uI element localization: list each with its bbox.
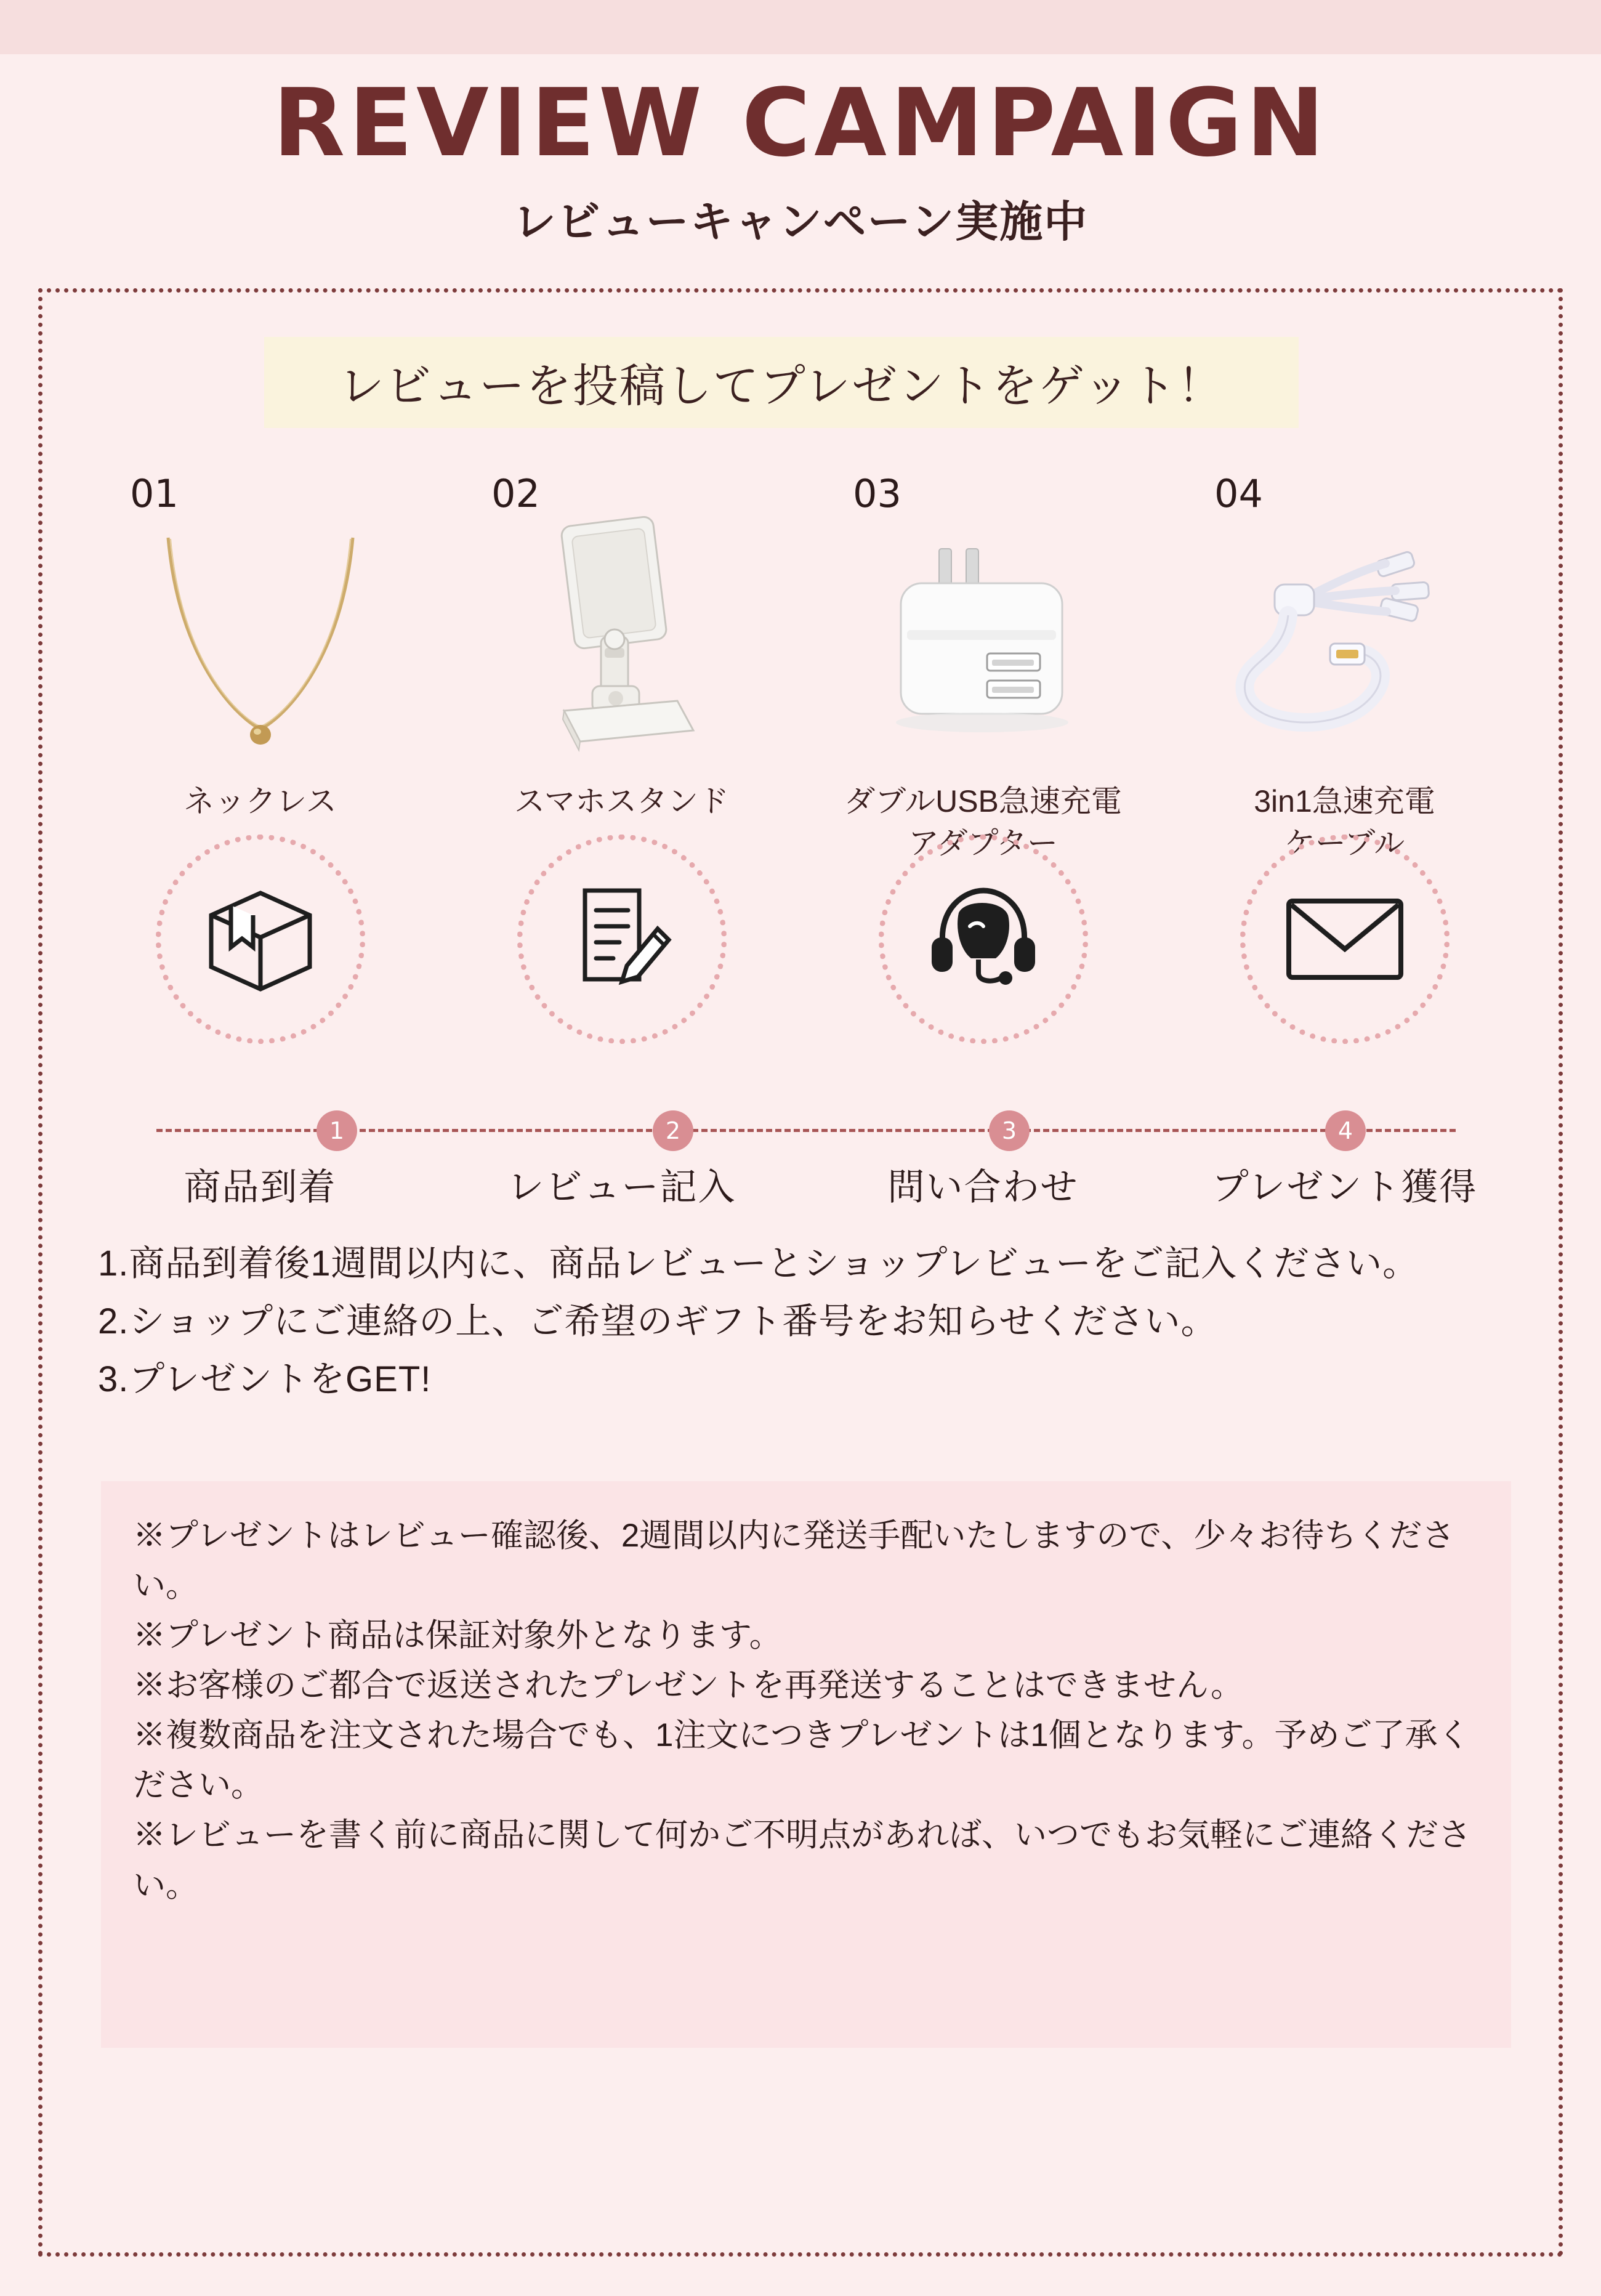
gift-item-usb-charger xyxy=(802,471,1164,864)
page-header xyxy=(0,54,1601,249)
note-line-4: ※複数商品を注文された場合でも、1注文につきプレゼントは1個となります。予めご了承ください。 xyxy=(133,1717,1470,1804)
gift-item-necklace xyxy=(79,471,441,864)
gift-number: 01 xyxy=(130,471,179,516)
step-label-2: レビュー記入 xyxy=(507,1166,736,1208)
step-icon-row xyxy=(79,835,1526,1044)
note-line-1: ※プレゼントはレビュー確認後、2週間以内に発送手配いたしますので、少々お待ちください。 xyxy=(133,1518,1455,1604)
gift-number: 03 xyxy=(853,471,901,516)
phone-stand-image xyxy=(441,516,802,781)
instructions-list xyxy=(98,1235,1514,1409)
note-line-2: ※プレゼント商品は保証対象外となります。 xyxy=(133,1617,782,1654)
step-circle xyxy=(156,835,365,1044)
step-label-3: 問い合わせ xyxy=(887,1166,1079,1208)
necklace-image xyxy=(79,516,441,781)
step-circle xyxy=(1240,835,1450,1044)
headset-support-icon xyxy=(922,881,1045,998)
gift-number: 04 xyxy=(1214,471,1263,516)
step-timeline xyxy=(156,1106,1456,1155)
gift-label: スマホスタンド xyxy=(514,784,729,819)
envelope-icon xyxy=(1280,890,1409,988)
step-2 xyxy=(441,835,802,1044)
step-4 xyxy=(1164,835,1525,1044)
promo-banner xyxy=(264,337,1299,428)
timeline-dot-4: 4 xyxy=(1325,1110,1366,1151)
gift-number: 02 xyxy=(491,471,540,516)
gift-label-line2: ケーブル xyxy=(1284,825,1405,860)
note-line-5: ※レビューを書く前に商品に関して何かご不明点があれば、いつでもお気軽にご連絡ください。 xyxy=(133,1817,1471,1904)
step-circle xyxy=(879,835,1088,1044)
instruction-line-1: 1.商品到着後1週間以内に、商品レビューとショップレビューをご記入ください。 xyxy=(98,1243,1419,1283)
step-label-1: 商品到着 xyxy=(183,1166,337,1208)
notes-box xyxy=(101,1481,1511,2048)
instruction-line-2: 2.ショップにご連絡の上、ご希望のギフト番号をお知らせください。 xyxy=(98,1301,1217,1341)
instruction-line-3: 3.プレゼントをGET! xyxy=(98,1359,432,1399)
top-stripe xyxy=(0,0,1601,54)
gift-label-line1: 3in1急速充電 xyxy=(1254,784,1435,819)
step-label-4: プレゼント獲得 xyxy=(1211,1166,1478,1208)
gift-label: ネックレス xyxy=(183,784,337,819)
document-pencil-icon xyxy=(560,881,684,998)
package-box-icon xyxy=(199,881,322,998)
step-label-row xyxy=(79,1158,1526,1211)
gift-item-phone-stand xyxy=(441,471,802,864)
timeline-dot-2: 2 xyxy=(653,1110,693,1151)
usb-charger-image xyxy=(802,516,1164,781)
timeline-dot-1: 1 xyxy=(317,1110,357,1151)
gift-item-cable xyxy=(1164,471,1525,864)
promo-banner-text: レビューを投稿してプレゼントをゲット！ xyxy=(338,360,1225,411)
step-1 xyxy=(79,835,441,1044)
page-title: REVIEW CAMPAIGN xyxy=(273,68,1328,177)
page-subtitle: レビューキャンペーン実施中 xyxy=(512,198,1089,246)
gift-label-line2: アダプター xyxy=(908,825,1058,860)
step-3 xyxy=(802,835,1164,1044)
gift-label-line1: ダブルUSB急速充電 xyxy=(844,784,1122,819)
gift-list xyxy=(79,471,1526,864)
content-frame xyxy=(38,288,1563,2257)
charging-cable-image xyxy=(1164,516,1525,781)
step-circle xyxy=(517,835,727,1044)
note-line-3: ※お客様のご都合で返送されたプレゼントを再発送することはできません。 xyxy=(133,1667,1244,1704)
timeline-dot-3: 3 xyxy=(989,1110,1030,1151)
